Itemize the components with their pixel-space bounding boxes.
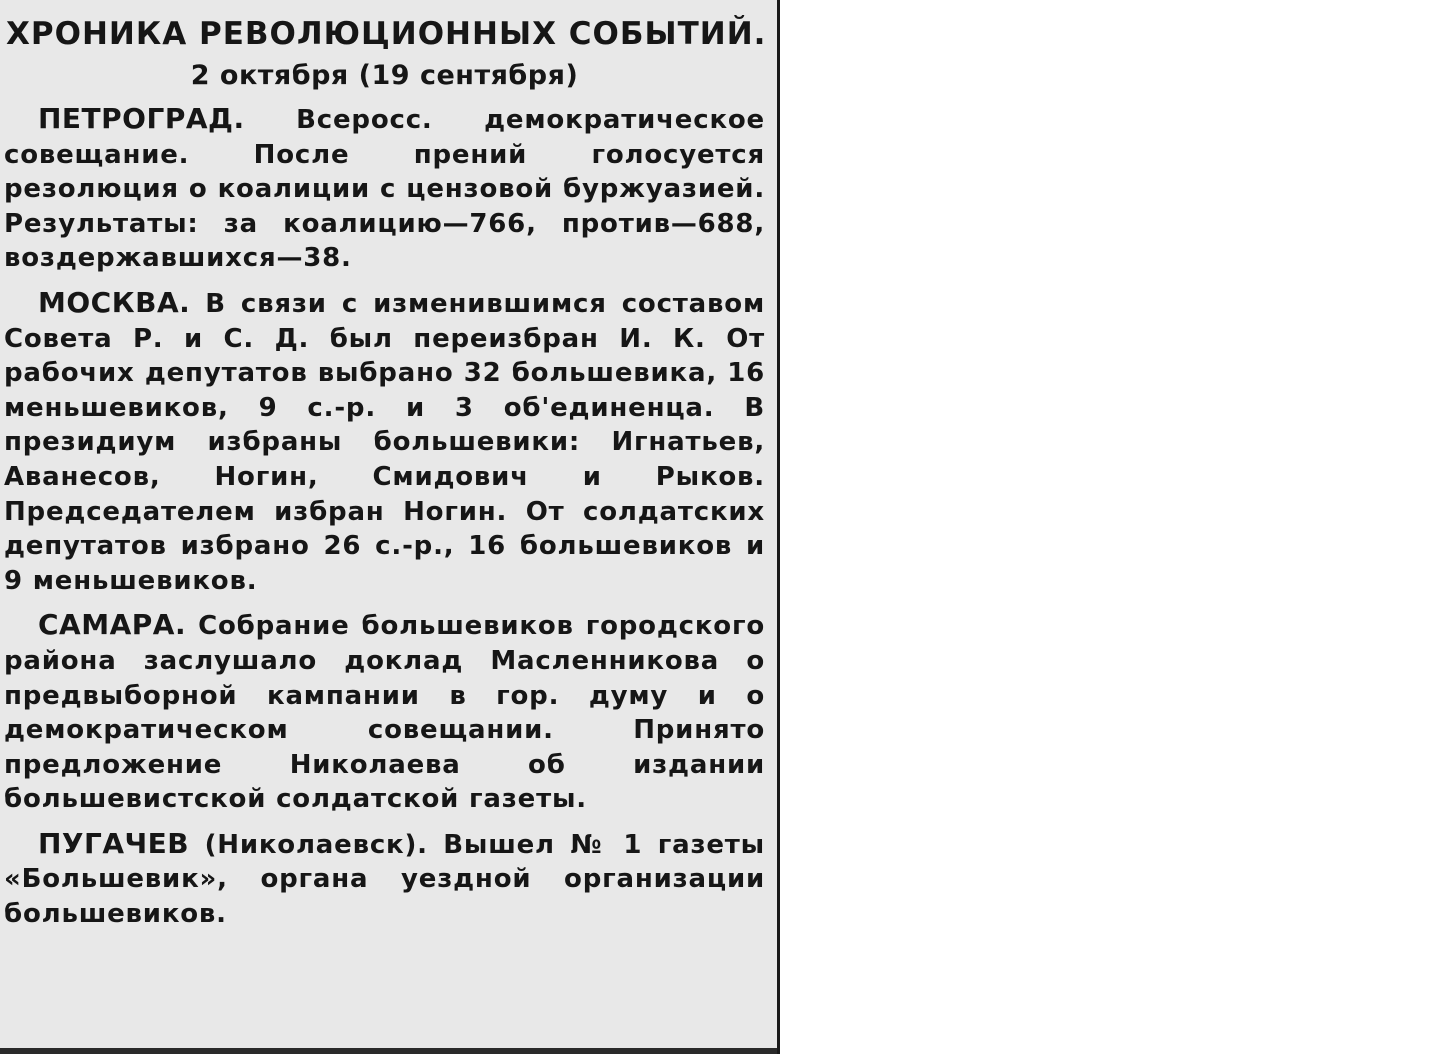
entry-text: В связи с изменившимся составом Совета Р. и С. Д. был переизбран И. К. От рабочих депутатов выбрано 32 большевика, 16 меньшевиков, 9 с.-р. и 3 об'единенца. В президиум избраны большевики: Игнатьев, Аванесов, Ногин, Смидович и Рыков. Председателем избран Ногин. От солдатских депутатов избрано 26 с.-р., 16 большевиков и 9 меньшевиков.: [4, 288, 765, 596]
entry-place: ПУГАЧЕВ: [38, 826, 190, 860]
article-date: 2 октября (19 сентября): [190, 60, 579, 91]
entry-text: Всеросс. демократическое совещание. После прений голосуется резолюция о коалиции с цензовой буржуазией. Результаты: за коалицию—766, против—688, воздержавшихся—38.: [4, 105, 765, 274]
entry-pugachev: [4, 827, 765, 932]
article-headline: ХРОНИКА РЕВОЛЮЦИОННЫХ СОБЫТИЙ.: [6, 16, 767, 52]
entry-samara: [4, 608, 765, 817]
article: [0, 0, 777, 932]
entry-place: МОСКВА.: [38, 285, 191, 319]
entry-moscow: [4, 286, 765, 598]
entry-text: Собрание большевиков городского района заслушало доклад Масленникова о предвыборной кампании в гор. думу и о демократическом совещании. Принято предложение Николаева об издании большевистской солдатской газеты.: [4, 611, 766, 815]
entry-petrograd: [4, 102, 765, 276]
entry-text: (Николаевск). Вышел № 1 газеты «Большевик», органа уездной организации большевиков.: [4, 829, 765, 930]
entry-place: САМАРА.: [38, 608, 187, 642]
entry-place: ПЕТРОГРАД.: [38, 102, 245, 135]
